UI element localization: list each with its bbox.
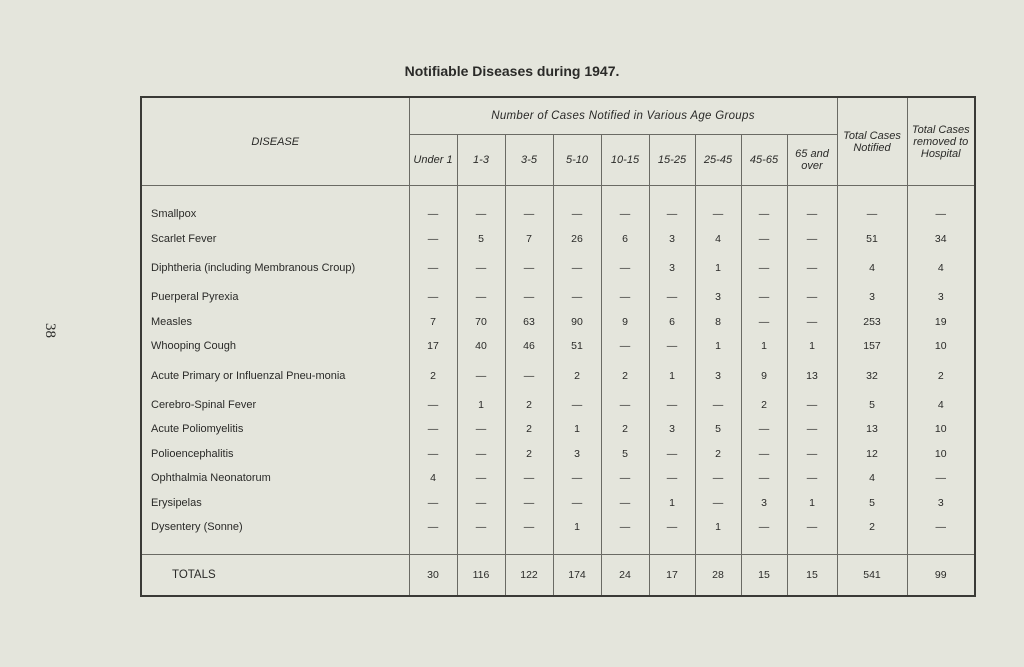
table-cell: 157 [837,334,907,359]
table-cell: — [837,202,907,227]
table-cell: 5 [837,393,907,418]
disease-label: Erysipelas [151,496,202,509]
table-cell: — [457,515,505,540]
table-cell: — [505,515,553,540]
table-cell: 2 [601,417,649,442]
table-cell: — [409,491,457,516]
totals-cell: 28 [695,554,741,596]
totals-cell: 116 [457,554,505,596]
table-cell: 2 [505,393,553,418]
age-group-header: Number of Cases Notified in Various Age Groups [409,97,837,135]
table-cell: 51 [553,334,601,359]
table-cell: — [741,417,787,442]
age-header-45-65: 45-65 [741,135,787,186]
age-header-65-and-over: 65 and over [787,135,837,186]
table-cell: — [787,442,837,467]
table-cell: — [457,359,505,393]
table-cell: 90 [553,310,601,335]
table-cell: 3 [837,285,907,310]
table-cell: — [457,285,505,310]
table-cell: — [553,202,601,227]
table-cell: 10 [907,417,975,442]
table-cell: 12 [837,442,907,467]
table-cell: 1 [787,491,837,516]
totals-cell: 541 [837,554,907,596]
table-cell: 1 [787,334,837,359]
table-cell: — [787,515,837,540]
table-cell: 13 [787,359,837,393]
table-cell: — [409,227,457,252]
table-cell: 3 [649,251,695,285]
table-cell: — [649,285,695,310]
table-cell: — [787,466,837,491]
table-cell: — [649,442,695,467]
table-cell: — [409,515,457,540]
table-cell: — [409,202,457,227]
table-cell: — [741,202,787,227]
disease-label: Whooping Cough [151,340,237,353]
table-cell: 51 [837,227,907,252]
table-cell: 2 [695,442,741,467]
table-cell: — [553,285,601,310]
table-cell: 9 [741,359,787,393]
table-cell: 1 [741,334,787,359]
table-cell: 5 [601,442,649,467]
disease-name [141,417,409,442]
table-cell: 2 [837,515,907,540]
table-cell: 32 [837,359,907,393]
table-cell: 2 [907,359,975,393]
totals-cell: 99 [907,554,975,596]
table-cell: 6 [601,227,649,252]
disease-name [141,285,409,310]
table-cell: — [601,202,649,227]
table-cell: — [409,393,457,418]
table-cell: 4 [837,466,907,491]
table-body [141,186,975,596]
age-header-15-25: 15-25 [649,135,695,186]
table-row [141,393,975,418]
table-cell: — [695,202,741,227]
table-row [141,227,975,252]
table-cell: 2 [601,359,649,393]
table-cell: 3 [741,491,787,516]
table-cell: 70 [457,310,505,335]
table-cell: — [457,466,505,491]
notifiable-diseases-table [140,96,976,597]
age-header-10-15: 10-15 [601,135,649,186]
table-cell: — [741,251,787,285]
disease-name [141,515,409,540]
table-cell: 1 [553,417,601,442]
table-container [140,96,974,597]
disease-name [141,491,409,516]
totals-cell: 30 [409,554,457,596]
disease-label: Acute Poliomyelitis [151,423,244,436]
table-cell: 3 [649,227,695,252]
totals-cell: 122 [505,554,553,596]
table-cell: — [907,515,975,540]
table-cell: — [741,285,787,310]
disease-label: Puerperal Pyrexia [151,291,239,304]
table-row [141,515,975,540]
table-cell: — [505,202,553,227]
table-cell: 3 [907,285,975,310]
table-cell: — [741,227,787,252]
table-cell: — [649,466,695,491]
table-cell: — [649,515,695,540]
table-cell: 2 [505,417,553,442]
total-removed-header: Total Cases removed to Hospital [907,97,975,186]
page-title: Notifiable Diseases during 1947. [404,63,620,79]
table-cell: 8 [695,310,741,335]
totals-row [141,554,975,596]
table-cell: 3 [907,491,975,516]
table-cell: 1 [695,334,741,359]
disease-label: Acute Primary or Influenzal Pneu-monia [151,369,346,382]
table-cell: — [409,285,457,310]
totals-cell: 24 [601,554,649,596]
table-cell: — [553,466,601,491]
table-cell: 1 [649,491,695,516]
disease-label: Smallpox [151,208,197,221]
age-header-5-10: 5-10 [553,135,601,186]
age-header-1-3: 1-3 [457,135,505,186]
table-cell: — [601,491,649,516]
table-row [141,285,975,310]
table-cell: 17 [409,334,457,359]
table-cell: 13 [837,417,907,442]
table-cell: 26 [553,227,601,252]
table-cell: — [601,285,649,310]
table-cell: 1 [695,251,741,285]
totals-cell: 15 [741,554,787,596]
table-cell: 34 [907,227,975,252]
table-cell: 9 [601,310,649,335]
table-row [141,310,975,335]
disease-name [141,310,409,335]
table-cell: 10 [907,442,975,467]
age-header-25-45: 25-45 [695,135,741,186]
table-cell: — [695,466,741,491]
totals-cell: 174 [553,554,601,596]
table-cell: — [787,227,837,252]
disease-header: DISEASE [141,97,409,186]
table-cell: — [907,466,975,491]
page-number: 38 [42,323,58,338]
table-row [141,334,975,359]
table-cell: 2 [741,393,787,418]
table-cell: — [601,334,649,359]
table-cell: — [695,491,741,516]
table-cell: — [787,310,837,335]
table-cell: 3 [695,285,741,310]
table-cell: — [787,393,837,418]
table-cell: 4 [907,251,975,285]
disease-label: Dysentery (Sonne) [151,521,243,534]
table-cell: 5 [837,491,907,516]
table-cell: 4 [695,227,741,252]
table-cell: 19 [907,310,975,335]
table-cell: 1 [553,515,601,540]
table-cell: — [695,393,741,418]
totals-cell: 15 [787,554,837,596]
table-cell: 3 [649,417,695,442]
table-cell: — [553,251,601,285]
disease-name [141,466,409,491]
table-row [141,251,975,285]
table-cell: — [907,202,975,227]
table-cell: 4 [907,393,975,418]
disease-label: Scarlet Fever [151,232,217,245]
table-cell: — [409,417,457,442]
disease-name [141,334,409,359]
table-cell: — [457,417,505,442]
table-cell: 2 [409,359,457,393]
totals-cell: 17 [649,554,695,596]
table-cell: — [409,442,457,467]
table-row [141,442,975,467]
table-cell: — [741,310,787,335]
table-cell: 1 [457,393,505,418]
disease-name [141,202,409,227]
table-row [141,491,975,516]
disease-name [141,359,409,393]
table-cell: — [409,251,457,285]
table-row [141,466,975,491]
total-notified-header: Total Cases Notified [837,97,907,186]
disease-label: Cerebro-Spinal Fever [151,398,257,411]
table-cell: — [553,491,601,516]
table-cell: — [505,359,553,393]
table-cell: — [457,491,505,516]
table-cell: 46 [505,334,553,359]
table-cell: 4 [409,466,457,491]
disease-label: Polioencephalitis [151,447,234,460]
table-cell: 4 [837,251,907,285]
table-cell: — [505,491,553,516]
table-cell: — [457,202,505,227]
table-cell: 1 [649,359,695,393]
disease-label: Measles [151,315,192,328]
table-cell: — [457,251,505,285]
disease-name [141,227,409,252]
table-cell: 1 [695,515,741,540]
table-cell: 7 [409,310,457,335]
table-cell: — [505,285,553,310]
disease-label: Diphtheria (including Membranous Croup) [151,262,356,274]
age-header-3-5: 3-5 [505,135,553,186]
table-cell: — [787,202,837,227]
table-cell: 3 [695,359,741,393]
table-cell: 253 [837,310,907,335]
table-row [141,359,975,393]
table-cell: — [649,393,695,418]
table-row [141,417,975,442]
table-cell: — [601,515,649,540]
table-cell: 3 [553,442,601,467]
age-header-under-1: Under 1 [409,135,457,186]
disease-name [141,442,409,467]
table-cell: 63 [505,310,553,335]
totals-label: TOTALS [141,554,409,596]
table-cell: 10 [907,334,975,359]
table-cell: — [741,442,787,467]
table-cell: — [741,515,787,540]
table-cell: — [649,202,695,227]
table-cell: 5 [695,417,741,442]
table-cell: 5 [457,227,505,252]
table-cell: — [741,466,787,491]
table-cell: — [787,251,837,285]
table-cell: 6 [649,310,695,335]
table-cell: 7 [505,227,553,252]
table-cell: — [787,285,837,310]
table-cell: — [787,417,837,442]
table-row [141,202,975,227]
table-cell: — [601,251,649,285]
table-cell: 2 [505,442,553,467]
table-cell: — [457,442,505,467]
table-cell: — [649,334,695,359]
table-cell: — [601,466,649,491]
table-cell: 2 [553,359,601,393]
table-cell: — [505,251,553,285]
table-cell: 40 [457,334,505,359]
table-cell: — [601,393,649,418]
disease-name [141,393,409,418]
table-cell: — [505,466,553,491]
disease-name [141,251,409,285]
table-cell: — [553,393,601,418]
disease-label: Ophthalmia Neonatorum [151,472,271,485]
